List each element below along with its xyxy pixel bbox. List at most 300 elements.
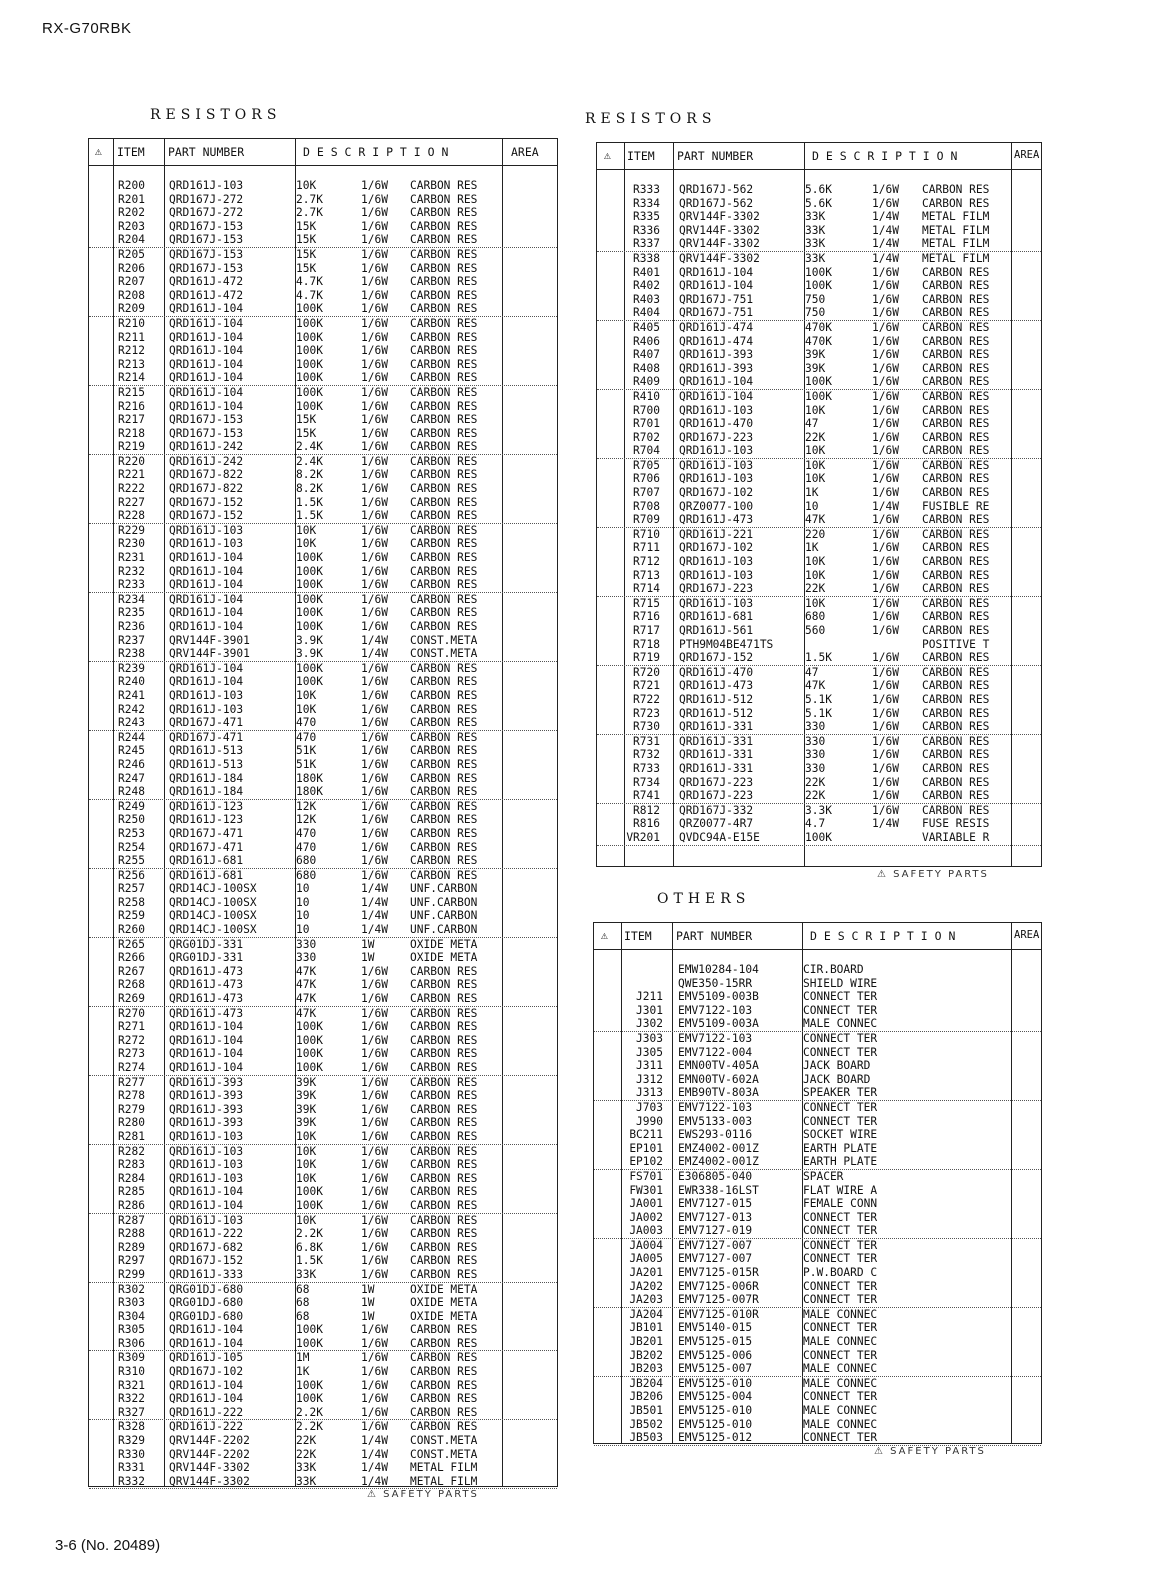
item-ref: R723 (633, 706, 660, 720)
part-number: QRD161J-470 (679, 665, 754, 679)
header-part-number: PART NUMBER (677, 149, 754, 163)
item-ref: FW301 (629, 1183, 663, 1197)
wattage: 1/6W (361, 1144, 388, 1158)
table-header (89, 139, 557, 166)
component-type: CARBON RES (410, 192, 478, 206)
wattage: 1/6W (361, 785, 388, 799)
value: 39K (805, 348, 826, 362)
component-type: UNF.CARBON (410, 882, 478, 896)
part-number: QRD161J-393 (169, 1116, 244, 1130)
component-type: CARBON RES (410, 771, 478, 785)
item-ref: R214 (118, 371, 145, 385)
component-type: CARBON RES (410, 1254, 478, 1268)
value: 15K (296, 247, 317, 261)
component-type: METAL FILM (922, 251, 990, 265)
value: 1K (805, 541, 819, 555)
item-ref: R337 (633, 237, 660, 251)
component-type: CARBON RES (410, 1323, 478, 1337)
table-row (89, 262, 557, 276)
item-ref: R719 (633, 651, 660, 665)
wattage: 1/6W (872, 361, 899, 375)
component-type: CARBON RES (922, 748, 990, 762)
component-type: CARBON RES (922, 803, 990, 817)
component-type: CARBON RES (410, 688, 478, 702)
table-row (89, 400, 557, 414)
value: 5.1K (805, 706, 832, 720)
wattage: 1/6W (872, 541, 899, 555)
item-ref: R221 (118, 468, 145, 482)
description: CONNECT TER (803, 1031, 878, 1045)
part-number: QRD167J-471 (169, 840, 244, 854)
table-row (594, 1377, 1041, 1391)
item-ref: R232 (118, 564, 145, 578)
table-row (597, 679, 1041, 693)
wattage: 1/4W (361, 923, 388, 937)
item-ref: R401 (633, 265, 660, 279)
table-row (89, 675, 557, 689)
value: 100K (805, 389, 832, 403)
component-type: UNF.CARBON (410, 909, 478, 923)
item-ref: R708 (633, 499, 660, 513)
value: 470 (296, 730, 317, 744)
component-type: CARBON RES (410, 440, 478, 454)
component-type: CARBON RES (922, 651, 990, 665)
part-number: QRD161J-103 (679, 458, 754, 472)
part-number: QRV144F-3302 (679, 251, 760, 265)
component-type: CARBON RES (410, 302, 478, 316)
table-row (89, 482, 557, 496)
part-number: QRD161J-104 (169, 385, 244, 399)
table-row (89, 440, 557, 455)
component-type: CARBON RES (410, 702, 478, 716)
value: 100K (296, 1033, 323, 1047)
wattage: 1/4W (872, 223, 899, 237)
left-resistors-table (88, 138, 558, 1487)
value: 15K (296, 233, 317, 247)
item-ref: R228 (118, 509, 145, 523)
item-ref: R201 (118, 192, 145, 206)
description: MALE CONNEC (803, 1362, 878, 1376)
value: 39K (296, 1089, 317, 1103)
table-row (597, 582, 1041, 597)
description: SPACER (803, 1169, 844, 1183)
value: 470K (805, 334, 832, 348)
value: 3.9K (296, 647, 323, 661)
item-ref: JA204 (629, 1307, 663, 1321)
table-row (597, 459, 1041, 473)
part-number: QRD167J-223 (679, 775, 754, 789)
value: 6.8K (296, 1240, 323, 1254)
component-type: CARBON RES (410, 799, 478, 813)
component-type: OXIDE META (410, 1296, 478, 1310)
item-ref: R269 (118, 992, 145, 1006)
part-number: EMN00TV-602A (678, 1072, 759, 1086)
table-row (597, 362, 1041, 376)
wattage: 1/6W (361, 1254, 388, 1268)
value: 47K (805, 513, 826, 527)
table-row (597, 597, 1041, 611)
table-row (597, 348, 1041, 362)
part-number: QRD161J-242 (169, 440, 244, 454)
wattage: 1/6W (872, 596, 899, 610)
value: 10K (805, 568, 826, 582)
value: 470 (296, 716, 317, 730)
wattage: 1/6W (361, 261, 388, 275)
part-number: EMV5125-012 (678, 1431, 753, 1445)
table-row (89, 1448, 557, 1462)
safety-warning-icon: ⚠ (601, 928, 608, 942)
table-row (594, 1431, 1041, 1446)
component-type: CARBON RES (410, 1006, 478, 1020)
component-type: CARBON RES (410, 744, 478, 758)
item-ref: R330 (118, 1447, 145, 1461)
wattage: 1/6W (872, 458, 899, 472)
part-number: QRD161J-393 (169, 1102, 244, 1116)
table-row (89, 1365, 557, 1379)
component-type: CARBON RES (922, 610, 990, 624)
value: 2.7K (296, 206, 323, 220)
item-ref: JB501 (629, 1404, 663, 1417)
wattage: 1/6W (361, 192, 388, 206)
table-row (597, 666, 1041, 680)
part-number: EMV5109-003B (678, 990, 759, 1004)
item-ref: R404 (633, 306, 660, 320)
description: CIR.BOARD (803, 963, 864, 976)
table-row (597, 321, 1041, 335)
component-type: CARBON RES (410, 964, 478, 978)
wattage: 1/6W (361, 868, 388, 882)
item-ref: R716 (633, 610, 660, 624)
table-row (89, 1351, 557, 1365)
part-number: QRD167J-152 (169, 1254, 244, 1268)
part-number: QRD161J-104 (169, 1336, 244, 1350)
table-row (89, 1475, 557, 1490)
part-number: QRD161J-472 (169, 275, 244, 289)
value: 33K (805, 251, 826, 265)
table-row (594, 977, 1041, 991)
part-number: QRV144F-2202 (169, 1447, 250, 1461)
description: CONNECT TER (803, 990, 878, 1004)
item-ref: R730 (633, 720, 660, 734)
table-row (594, 1004, 1041, 1018)
table-row (89, 1061, 557, 1076)
component-type: FUSIBLE RE (922, 499, 990, 513)
value: 68 (296, 1282, 310, 1296)
component-type: CARBON RES (922, 486, 990, 500)
item-ref: R734 (633, 775, 660, 789)
value: 100K (296, 330, 323, 344)
part-number: QRD161J-104 (169, 1020, 244, 1034)
table-row (89, 606, 557, 620)
description: CONNECT TER (803, 1114, 878, 1128)
description: FEMALE CONN (803, 1197, 878, 1211)
part-number: QRD161J-331 (679, 734, 754, 748)
value: 3.3K (805, 803, 832, 817)
wattage: 1/6W (872, 527, 899, 541)
wattage: 1/6W (361, 840, 388, 854)
value: 47K (296, 992, 317, 1006)
wattage: 1/6W (872, 306, 899, 320)
item-ref: R816 (633, 817, 660, 831)
component-type: CARBON RES (410, 826, 478, 840)
part-number: EMW10284-104 (678, 963, 759, 976)
value: 22K (296, 1447, 317, 1461)
part-number: QRD167J-223 (679, 430, 754, 444)
part-number: QRD167J-272 (169, 192, 244, 206)
table-row (597, 224, 1041, 238)
table-row (594, 1266, 1041, 1280)
part-number: QRD167J-152 (169, 509, 244, 523)
part-number: EMZ4002-001Z (678, 1141, 759, 1155)
wattage: 1/6W (361, 675, 388, 689)
component-type: CARBON RES (922, 720, 990, 734)
component-type: CARBON RES (922, 444, 990, 458)
component-type: CARBON RES (922, 568, 990, 582)
table-row (89, 193, 557, 207)
wattage: 1/6W (872, 624, 899, 637)
component-type: CARBON RES (410, 1420, 478, 1434)
value: 10K (805, 403, 826, 417)
component-type: CONST.META (410, 1434, 478, 1448)
component-type: CARBON RES (410, 978, 478, 992)
description: CONNECT TER (803, 1431, 878, 1445)
table-row (89, 1254, 557, 1268)
value: 15K (296, 413, 317, 427)
value: 5.6K (805, 183, 832, 196)
component-type: CARBON RES (922, 348, 990, 362)
item-ref: R237 (118, 633, 145, 647)
table-row (89, 634, 557, 648)
table-row (89, 220, 557, 234)
table-row (597, 651, 1041, 666)
table-header (597, 143, 1041, 170)
wattage: 1/6W (361, 385, 388, 399)
component-type: CARBON RES (410, 868, 478, 882)
value: 33K (296, 1267, 317, 1281)
wattage: 1/6W (361, 344, 388, 358)
item-ref: R407 (633, 348, 660, 362)
component-type: CARBON RES (922, 334, 990, 348)
value: 100K (296, 385, 323, 399)
table-row (89, 233, 557, 248)
wattage: 1/6W (872, 320, 899, 334)
item-ref: BC211 (629, 1128, 663, 1142)
part-number: QRD161J-103 (679, 596, 754, 610)
part-number: QRD161J-104 (169, 344, 244, 358)
item-ref: R700 (633, 403, 660, 417)
component-type: CARBON RES (922, 665, 990, 679)
item-ref: JA005 (629, 1252, 663, 1266)
value: 12K (296, 813, 317, 827)
component-type: CARBON RES (410, 1213, 478, 1227)
part-number: QRD14CJ-100SX (169, 895, 257, 909)
item-ref: R207 (118, 275, 145, 289)
others-table-rows (594, 963, 1041, 1446)
item-ref: R331 (118, 1461, 145, 1475)
wattage: 1/6W (361, 1116, 388, 1130)
description: CONNECT TER (803, 1321, 878, 1335)
item-ref: R334 (633, 196, 660, 210)
table-row (89, 620, 557, 634)
part-number: QRD167J-272 (169, 206, 244, 220)
value: 100K (805, 375, 832, 389)
table-row (89, 731, 557, 745)
part-number: QRD161J-473 (169, 964, 244, 978)
wattage: 1/6W (361, 523, 388, 537)
part-number: QRD167J-562 (679, 183, 754, 196)
component-type: CONST.META (410, 633, 478, 647)
item-ref: R338 (633, 251, 660, 265)
value: 1K (805, 486, 819, 500)
item-ref: R280 (118, 1116, 145, 1130)
item-ref: R718 (633, 637, 660, 651)
header-description: D E S C R I P T I O N (303, 145, 449, 159)
table-row (597, 266, 1041, 280)
wattage: 1/6W (361, 1405, 388, 1419)
wattage: 1/6W (872, 651, 899, 665)
table-row (89, 344, 557, 358)
item-ref: R284 (118, 1171, 145, 1185)
component-type: CARBON RES (410, 454, 478, 468)
value: 100K (296, 316, 323, 330)
value: 100K (296, 1392, 323, 1406)
wattage: 1/6W (361, 1061, 388, 1074)
value: 47 (805, 417, 819, 431)
item-ref: JA003 (629, 1224, 663, 1238)
value: 4.7K (296, 288, 323, 302)
item-ref: R305 (118, 1323, 145, 1337)
wattage: 1/6W (872, 403, 899, 417)
header-area: AREA (1014, 929, 1040, 941)
wattage: 1/6W (361, 606, 388, 620)
table-row (89, 951, 557, 965)
table-row (89, 455, 557, 469)
item-ref: R717 (633, 624, 660, 637)
component-type: CARBON RES (410, 1102, 478, 1116)
value: 220 (805, 527, 826, 541)
table-row (597, 417, 1041, 431)
item-ref: R722 (633, 692, 660, 706)
value: 330 (805, 720, 826, 734)
item-ref: EP102 (629, 1155, 663, 1169)
wattage: 1/6W (361, 1227, 388, 1241)
part-number: QRD167J-153 (169, 247, 244, 261)
wattage: 1/6W (361, 1047, 388, 1061)
component-type: CARBON RES (410, 330, 478, 344)
part-number: QRD161J-104 (169, 1061, 244, 1074)
item-ref: R247 (118, 771, 145, 785)
item-ref: R266 (118, 951, 145, 965)
item-ref: R812 (633, 803, 660, 817)
component-type: CARBON RES (410, 1378, 478, 1392)
wattage: 1/6W (361, 1171, 388, 1185)
wattage: 1/6W (361, 826, 388, 840)
part-number: QRD161J-184 (169, 785, 244, 799)
table-row (597, 431, 1041, 445)
component-type: CARBON RES (410, 1129, 478, 1143)
table-row (89, 647, 557, 662)
wattage: 1/6W (361, 537, 388, 551)
component-type: METAL FILM (922, 223, 990, 237)
value: 100K (296, 606, 323, 620)
item-ref: J301 (636, 1003, 663, 1017)
item-ref: R333 (633, 183, 660, 196)
wattage: 1/6W (872, 292, 899, 306)
value: 47K (296, 964, 317, 978)
wattage: 1/6W (361, 1089, 388, 1103)
wattage: 1/6W (361, 1392, 388, 1406)
part-number: EMV7127-013 (678, 1210, 753, 1224)
table-row (89, 1296, 557, 1310)
part-number: EMV7127-007 (678, 1238, 753, 1252)
component-type: CARBON RES (410, 413, 478, 427)
table-row (89, 371, 557, 386)
item-ref: R286 (118, 1198, 145, 1212)
description: P.W.BOARD C (803, 1266, 878, 1280)
item-ref: R248 (118, 785, 145, 799)
component-type: CARBON RES (410, 482, 478, 496)
component-type: CARBON RES (410, 468, 478, 482)
wattage: 1/6W (361, 1129, 388, 1143)
value: 10 (296, 923, 310, 937)
wattage: 1/4W (361, 1461, 388, 1475)
component-type: CARBON RES (922, 706, 990, 720)
part-number: QRD161J-103 (169, 1129, 244, 1143)
table-row (597, 404, 1041, 418)
table-row (597, 513, 1041, 528)
part-number: QRD161J-104 (169, 1047, 244, 1061)
item-ref: R274 (118, 1061, 145, 1074)
part-number: QRV144F-3901 (169, 633, 250, 647)
item-ref: JB503 (629, 1431, 663, 1445)
value: 10K (296, 1144, 317, 1158)
description: CONNECT TER (803, 1210, 878, 1224)
table-row (89, 1199, 557, 1214)
part-number: QRD161J-104 (679, 389, 754, 403)
table-row (594, 1293, 1041, 1308)
wattage: 1/6W (361, 482, 388, 496)
wattage: 1/6W (872, 555, 899, 569)
table-row (89, 1461, 557, 1475)
part-number: EMV5125-004 (678, 1390, 753, 1404)
description: CONNECT TER (803, 1238, 878, 1252)
wattage: 1/6W (872, 279, 899, 293)
value: 10 (805, 499, 819, 513)
component-type: CARBON RES (410, 1405, 478, 1419)
item-ref: R706 (633, 472, 660, 486)
item-ref: R265 (118, 937, 145, 951)
component-type: CARBON RES (410, 1171, 478, 1185)
component-type: CARBON RES (410, 661, 478, 675)
part-number: QRD161J-104 (679, 265, 754, 279)
table-row (89, 413, 557, 427)
description: CONNECT TER (803, 1252, 878, 1266)
wattage: 1/6W (361, 1378, 388, 1392)
wattage: 1/6W (361, 1198, 388, 1212)
wattage: 1/6W (361, 799, 388, 813)
component-type: CARBON RES (410, 1020, 478, 1034)
item-ref: R231 (118, 551, 145, 565)
part-number: EMV7125-010R (678, 1307, 759, 1321)
value: 1.5K (296, 509, 323, 523)
part-number: QRD161J-513 (169, 744, 244, 758)
wattage: 1W (361, 937, 375, 951)
table-row (89, 248, 557, 262)
wattage: 1/4W (361, 882, 388, 896)
part-number: QRD167J-102 (679, 486, 754, 500)
value: 2.2K (296, 1227, 323, 1241)
item-ref: R233 (118, 578, 145, 592)
